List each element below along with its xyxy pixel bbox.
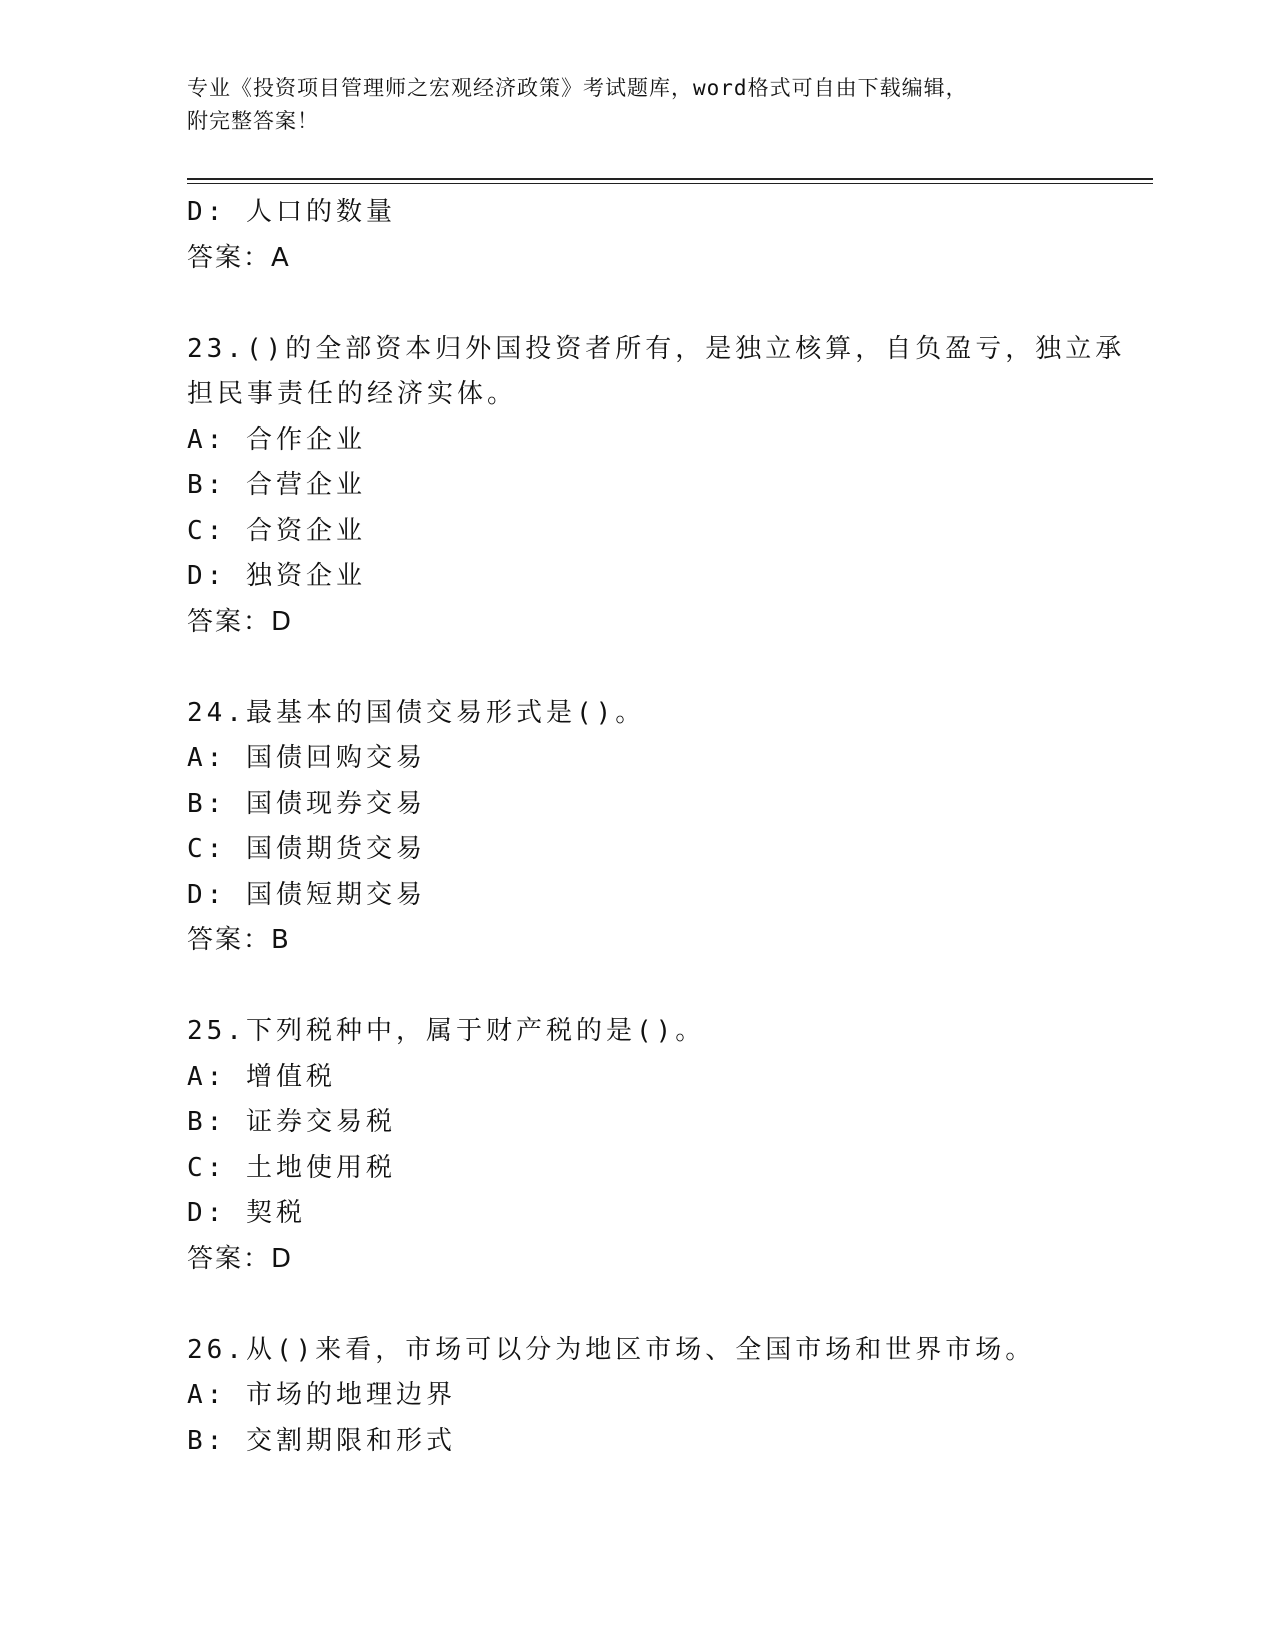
question-25 [187, 1009, 1087, 1282]
question-stem: 26.从()来看，市场可以分为地区市场、全国市场和世界市场。 [187, 1334, 1036, 1365]
question-list [187, 190, 1126, 1464]
answer-line: 答案：D [187, 606, 294, 637]
question-stem: 24.最基本的国债交易形式是()。 [187, 697, 646, 728]
option-a: A: 增值税 [187, 1061, 336, 1092]
question-24 [187, 691, 1087, 964]
option-c: C: 国债期货交易 [187, 834, 426, 864]
document-header [187, 72, 1087, 138]
option-d: D: 契税 [187, 1198, 306, 1228]
answer-line: 答案：D [187, 1243, 294, 1274]
answer-line: 答案：A [187, 242, 291, 273]
header-divider-thick [187, 178, 1153, 180]
question-26 [187, 1328, 1087, 1465]
question-22-continued [187, 190, 1087, 281]
option-d: D: 独资企业 [187, 561, 366, 591]
option-d: D: 国债短期交易 [187, 879, 426, 910]
option-c: C: 合资企业 [187, 515, 366, 546]
question-stem: 担民事责任的经济实体。 [187, 379, 518, 409]
option-b: B: 交割期限和形式 [187, 1425, 456, 1456]
option-a: A: 国债回购交易 [187, 743, 426, 773]
option-c: C: 土地使用税 [187, 1152, 396, 1183]
option-b: B: 证券交易税 [187, 1107, 396, 1137]
answer-line: 答案：B [187, 925, 291, 955]
option-a: A: 市场的地理边界 [187, 1380, 456, 1410]
option-b: B: 合营企业 [187, 470, 366, 500]
option-a: A: 合作企业 [187, 424, 366, 455]
question-23 [187, 327, 1126, 646]
header-line-2: 附完整答案！ [187, 109, 319, 133]
question-stem: 25.下列税种中，属于财产税的是()。 [187, 1016, 706, 1046]
header-divider-thin [187, 183, 1153, 184]
option-b: B: 国债现券交易 [187, 788, 426, 819]
question-stem: 23.()的全部资本归外国投资者所有，是独立核算，自负盈亏，独立承 [187, 333, 1126, 364]
option-d: D: 人口的数量 [187, 197, 396, 227]
header-line-1: 专业《投资项目管理师之宏观经济政策》考试题库，word格式可自由下载编辑， [187, 76, 968, 100]
